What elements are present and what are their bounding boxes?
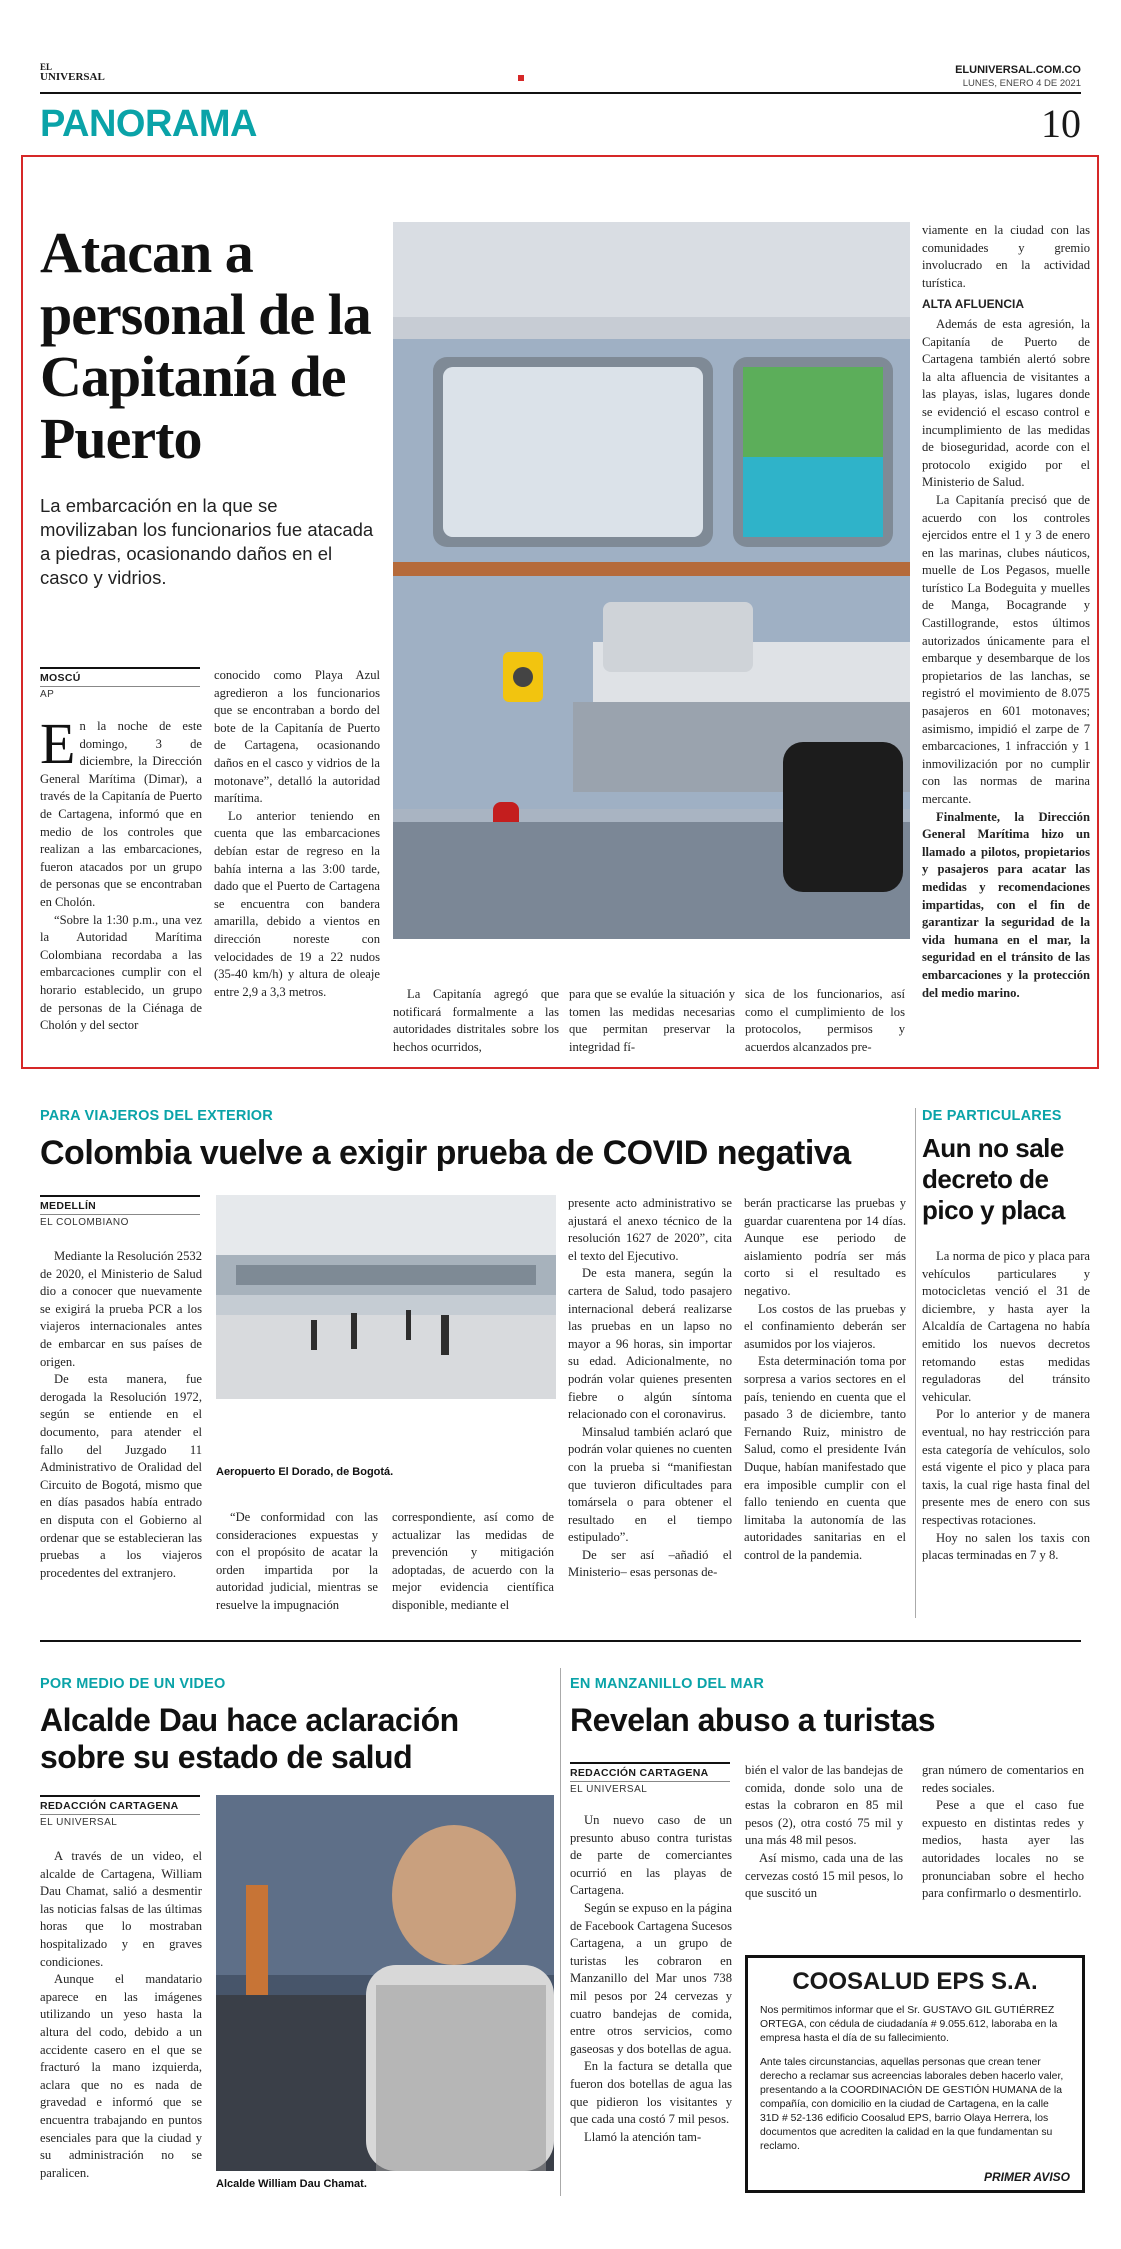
lead-col2-p2: Lo anterior teniendo en cuenta que las embarcaciones debían estar de regreso en la bahía interna a las 3:00 tarde, dado que el Puerto de Cartagena se encuentra con bandera amarilla, debido a vientos en dirección noreste con velocidades de 19 a 22 nudos (35-40 km/h) y altura de oleaje entre 2,9 a 3,3 metros. [214,808,380,999]
abuso-byline [570,1762,730,1795]
pico-body [922,1248,1090,1565]
covid-col1-p1: Mediante la Resolución 2532 de 2020, el Ministerio de Salud dio a conocer que nuevamente se exigirá la prueba PCR a los viajeros internacionales antes de embarcar en sus países de origen. [40,1249,202,1369]
covid-col4-p3: Minsalud también aclaró que podrán volar quienes no cuenten con la prueba si “manifiestan que tuvieron dificultades para tomársela o para obtener el resultado en el tiempo estipulado”. [568,1424,732,1545]
lead-col1-p1: n la noche de este domingo, 3 de diciembre, la Dirección General Marítima (Dimar), a través de la Capitanía de Puerto de Cartagena, informó que en medio de los controles que realizan a las embarcaciones, fueron atacados por un grupo de personas que se encontraban en Cholón. [40,719,202,909]
lead-col5-p1: sica de los funcionarios, así como el cumplimiento de los protocolos, permisos y acuerdos alcanzados pre- [745,987,905,1054]
covid-col3-p1: correspondiente, así como de actualizar las medidas de prevención y mitigación adoptadas, de acuerdo con la mejor evidencia científica disponible, mediante el [392,1510,554,1612]
covid-byline [40,1195,200,1228]
lead-dropcap: E [40,711,76,776]
pico-headline: Aun no sale decreto de pico y placa [922,1133,1065,1225]
abuso-col-3 [922,1762,1084,1903]
covid-col2-p1: “De conformidad con las consideraciones expuestas y con el propósito de acatar la orden impartida por la autoridad judicial, mientras se resuelve la impugnación [216,1510,378,1612]
notice-footer: PRIMER AVISO [983,2170,1070,2184]
notice-paragraph-2: Ante tales circunstancias, aquellas personas que crean tener derecho a reclamar sus acreencias laborales deben hacerlo valer, presentando a la COORDINACIÓN DE GESTIÓN HUMANA de la compañía, con domicilio en la ciudad de Cartagena, en la calle 31D # 52-136 edificio Coosalud EPS, barrio Olaya Herrera, los documentos que acrediten la calidad en la que fundamentan su reclamo. [760,2057,1064,2152]
lower-section-rule [40,1640,1081,1642]
lead-col-1 [40,711,202,1035]
lead-col3-p1: La Capitanía agregó que notificará formalmente a las autoridades distritales sobre los hechos ocurridos, [393,987,559,1054]
abuso-col3-p1: gran número de comentarios en redes sociales. [922,1763,1084,1795]
lead-deck: La embarcación en la que se movilizaban los funcionarios fue atacada a piedras, ocasionando daños en el casco y vidrios. [40,495,374,588]
abuso-headline: Revelan abuso a turistas [570,1702,936,1738]
covid-col-2 [216,1509,378,1615]
covid-headline: Colombia vuelve a exigir prueba de COVID negativa [40,1134,851,1172]
abuso-col2-p1: bién el valor de las bandejas de comida, donde solo una de estas la cobraron en 85 mil pesos (2), otra costó 75 mil y una más 48 mil pesos. [745,1763,903,1848]
lead-right-intro: viamente en la ciudad con las comunidades y gremio involucrado en la actividad turística. [922,223,1090,290]
lead-col-4 [569,986,735,1056]
lead-col4-p1: para que se evalúe la situación y tomen las medidas necesarias que permitan preservar la integridad fí- [569,987,735,1054]
covid-byline-source: EL COLOMBIANO [40,1214,200,1228]
dau-headline: Alcalde Dau hace aclaración sobre su estado de salud [40,1702,459,1775]
abuso-divider [560,1668,561,2196]
covid-col4-p4: De ser así –añadió el Ministerio– esas personas de- [568,1547,732,1580]
covid-col5-p1: berán practicarse las pruebas y guardar cuarentena por 14 días. Aunque ese periodo de aislamiento podría ser más corto si el resultado es negativo. [744,1196,906,1298]
abuso-col1-p4: Llamó la atención tam- [584,2129,702,2144]
abuso-col3-p2: Pese a que el caso fue expuesto en distintas redes y medios, hasta ayer las autoridades locales no se pronunciaban sobre el hecho para confirmarlo o desmentirlo. [922,1798,1084,1901]
dau-body [40,1848,202,2182]
notice-title: COOSALUD EPS S.A. [792,1968,1038,1995]
lead-right-p2: La Capitanía precisó que de acuerdo con los controles ejercidos entre el 1 y 3 de enero en las marinas, clubes náuticos, muelle de Los Pegasos, muelle turístico La Bodeguita y muelles de Manga, Bocagrande y Castillogrande, estos últimos autorizados únicamente para el embarque y desembarque de los propietarios de las lanchas, se registró el movimiento de 8.075 pasajeros en 601 motonaves; asimismo, impidió el zarpe de 7 embarcaciones, 1 infracción y 1 inmovilización por no cumplir con las normas de marina mercante. [922,492,1090,806]
abuso-col2-p2: Así mismo, cada una de las cervezas costó 15 mil pesos, lo que suscitó un [745,1850,903,1901]
abuso-byline-source: EL UNIVERSAL [570,1781,730,1795]
abuso-col1-p2: Según se expuso en la página de Facebook Cartagena Sucesos Cartagena, a un grupo de turistas les cobraron en Manzanillo del Mar unos 738 mil pesos por 24 cervezas y cuatro bandejas de comida, entre otros servicios, como gaseosas y dos botellas de agua. [570,1900,732,2056]
lead-col-2 [214,667,380,1001]
lead-byline-city: MOSCÚ [40,667,200,684]
abuso-col1-p3: En la factura se detalla que fueron dos botellas de agua las que pidieron los visitantes y que cada una costó 7 mil pesos. [570,2059,732,2127]
covid-col4-p2: De esta manera, según la cartera de Salud, todo pasajero internacional deberá realizarse las pruebas en un lapso no mayor a 96 horas, sin importar su edad. Adicionalmente, no podrán volar quienes presenten fiebre o algún síntoma relacionado con el coronavirus. [568,1266,732,1422]
lead-headline: Atacan a personal de la Capitanía de Puerto [40,220,371,471]
lead-col-5 [745,986,905,1056]
covid-col-3 [392,1509,554,1615]
dau-byline-source: EL UNIVERSAL [40,1814,200,1828]
dau-p2: Aunque el mandatario aparece en las imágenes utilizando un yeso hasta la altura del codo, debido a un accidente casero en el que se fracturó la mano izquierda, aclara que no es nada de gravedad e informó que se encuentra trabajando en puntos esenciales para que la ciudad y su administración no se paralicen. [40,1972,202,2180]
red-marker [518,75,524,81]
pico-p3: Hoy no salen los taxis con placas terminadas en 7 y 8. [922,1530,1090,1563]
newspaper-logo [40,62,105,82]
pico-p2: Por lo anterior y de manera eventual, no hay restricción para esta categoría de vehículos, solo está vigente el pico y placa para taxis, la cual rige hasta final del presente mes de enero con sus respectivas rotaciones. [922,1407,1090,1527]
covid-col5-p3: Esta determinación toma por sorpresa a varios sectores en el país, teniendo en cuenta que el pasado 3 de diciembre, tanto Fernando Ruiz, ministro de Salud, como el presidente Iván Duque, habían manifestado que era imposible cumplir con el fallo teniendo en cuenta que limitaba la autonomía de las autoridades sanitarias en el control de la pandemia. [744,1354,906,1562]
logo-line1: EL [40,62,53,72]
covid-byline-city: MEDELLÍN [40,1195,200,1212]
lead-subhead: ALTA AFLUENCIA [922,297,1024,312]
mayor-photo-caption: Alcalde William Dau Chamat. [216,2178,367,2190]
dau-byline-city: REDACCIÓN CARTAGENA [40,1795,200,1812]
lead-byline [40,667,200,700]
airport-photo-caption: Aeropuerto El Dorado, de Bogotá. [216,1466,394,1478]
abuso-kicker: EN MANZANILLO DEL MAR [570,1676,765,1692]
site-url: ELUNIVERSAL.COM.CO [955,64,1081,76]
lead-col1-p2: “Sobre la 1:30 p.m., una vez la Autoridad Marítima Colombiana recordaba a las embarcaciones cumplir con el horario establecido, un grupo de personas de la Ciénaga de Cholón y del sector [40,912,202,1033]
boat-interior-photo [393,222,910,939]
lead-right-p3: Finalmente, la Dirección General Marítima hizo un llamado a pilotos, propietarios y pasajeros para acatar las medidas y recomendaciones impartidas, con el fin de garantizar la seguridad de la vida humana en el mar, la seguridad en el tránsito de las embarcaciones y la protección del medio marino. [922,809,1090,1000]
pico-p1: La norma de pico y placa para vehículos particulares y motocicletas venció el 31 de diciembre, y hasta ayer la Alcaldía de Cartagena no había emitido los nuevos decretos retomando estas medidas reguladoras del tránsito vehicular. [922,1249,1090,1404]
lead-right-p1: Además de esta agresión, la Capitanía de Puerto de Cartagena también alertó sobre la alta afluencia de visitantes a las playas, islas, lugares donde se evidenció el escaso control e incumplimiento de las medidas de bioseguridad, acorde con el protocolo exigido por el Ministerio de Salud. [922,316,1090,490]
covid-col4-p1: presente acto administrativo se ajustará el anexo técnico de la resolución 1627 de 2020”, cita el texto del Ejecutivo. [568,1196,732,1263]
page-number: 10 [1041,101,1081,146]
mayor-photo [216,1795,554,2171]
covid-col-4 [568,1195,732,1582]
abuso-byline-city: REDACCIÓN CARTAGENA [570,1762,730,1779]
dau-byline [40,1795,200,1828]
section-title: PANORAMA [40,103,257,145]
logo-line2: UNIVERSAL [40,71,105,83]
dau-kicker: POR MEDIO DE UN VIDEO [40,1676,226,1692]
abuso-col-2 [745,1762,903,1903]
abuso-col1-p1: Un nuevo caso de un presunto abuso contra turistas de parte de comerciantes ocurrió en las playas de Cartagena. [570,1813,732,1898]
abuso-col-1 [570,1812,732,2146]
airport-photo [216,1195,556,1399]
lead-byline-source: AP [40,686,200,700]
lead-col-3 [393,986,559,1056]
covid-col-5 [744,1195,906,1564]
masthead-rule [40,92,1081,94]
lead-right-col [922,222,1090,1002]
edition-date: LUNES, ENERO 4 DE 2021 [962,78,1081,89]
dau-p1: A través de un video, el alcalde de Cartagena, William Dau Chamat, salió a desmentir las noticias falsas de las últimas horas que lo mostraban hospitalizado y en graves condiciones. [40,1849,202,1969]
covid-col1-p2: De esta manera, fue derogada la Resolución 1972, según se entiende en el documento, para atender el fallo del Juzgado 11 Administrativo de Oralidad del Circuito de Bogotá, mismo que en días pasados había entrado en disputa con el Gobierno al ordenar que se establecieran las pruebas a los viajeros procedentes del extranjero. [40,1372,202,1580]
pico-divider [915,1108,916,1618]
pico-kicker: DE PARTICULARES [922,1108,1062,1124]
lead-col2-p1: conocido como Playa Azul agredieron a los funcionarios que se encontraban a bordo del bote de la Capitanía de Puerto de Cartagena, ocasionando daños en el casco y vidrios de la motonave”, detalló la autoridad marítima. [214,668,380,806]
covid-col5-p2: Los costos de las pruebas y el confinamiento deberán ser asumidos por los viajeros. [744,1301,906,1351]
notice-paragraph-1: Nos permitimos informar que el Sr. GUSTAVO GIL GUTIÉRREZ ORTEGA, con cédula de ciudadanía # 9.055.612, laboraba en la empresa hasta el día de su fallecimiento. [760,2005,1058,2044]
covid-kicker: PARA VIAJEROS DEL EXTERIOR [40,1108,273,1124]
covid-col-1 [40,1248,202,1582]
coosalud-notice [745,1955,1085,2193]
